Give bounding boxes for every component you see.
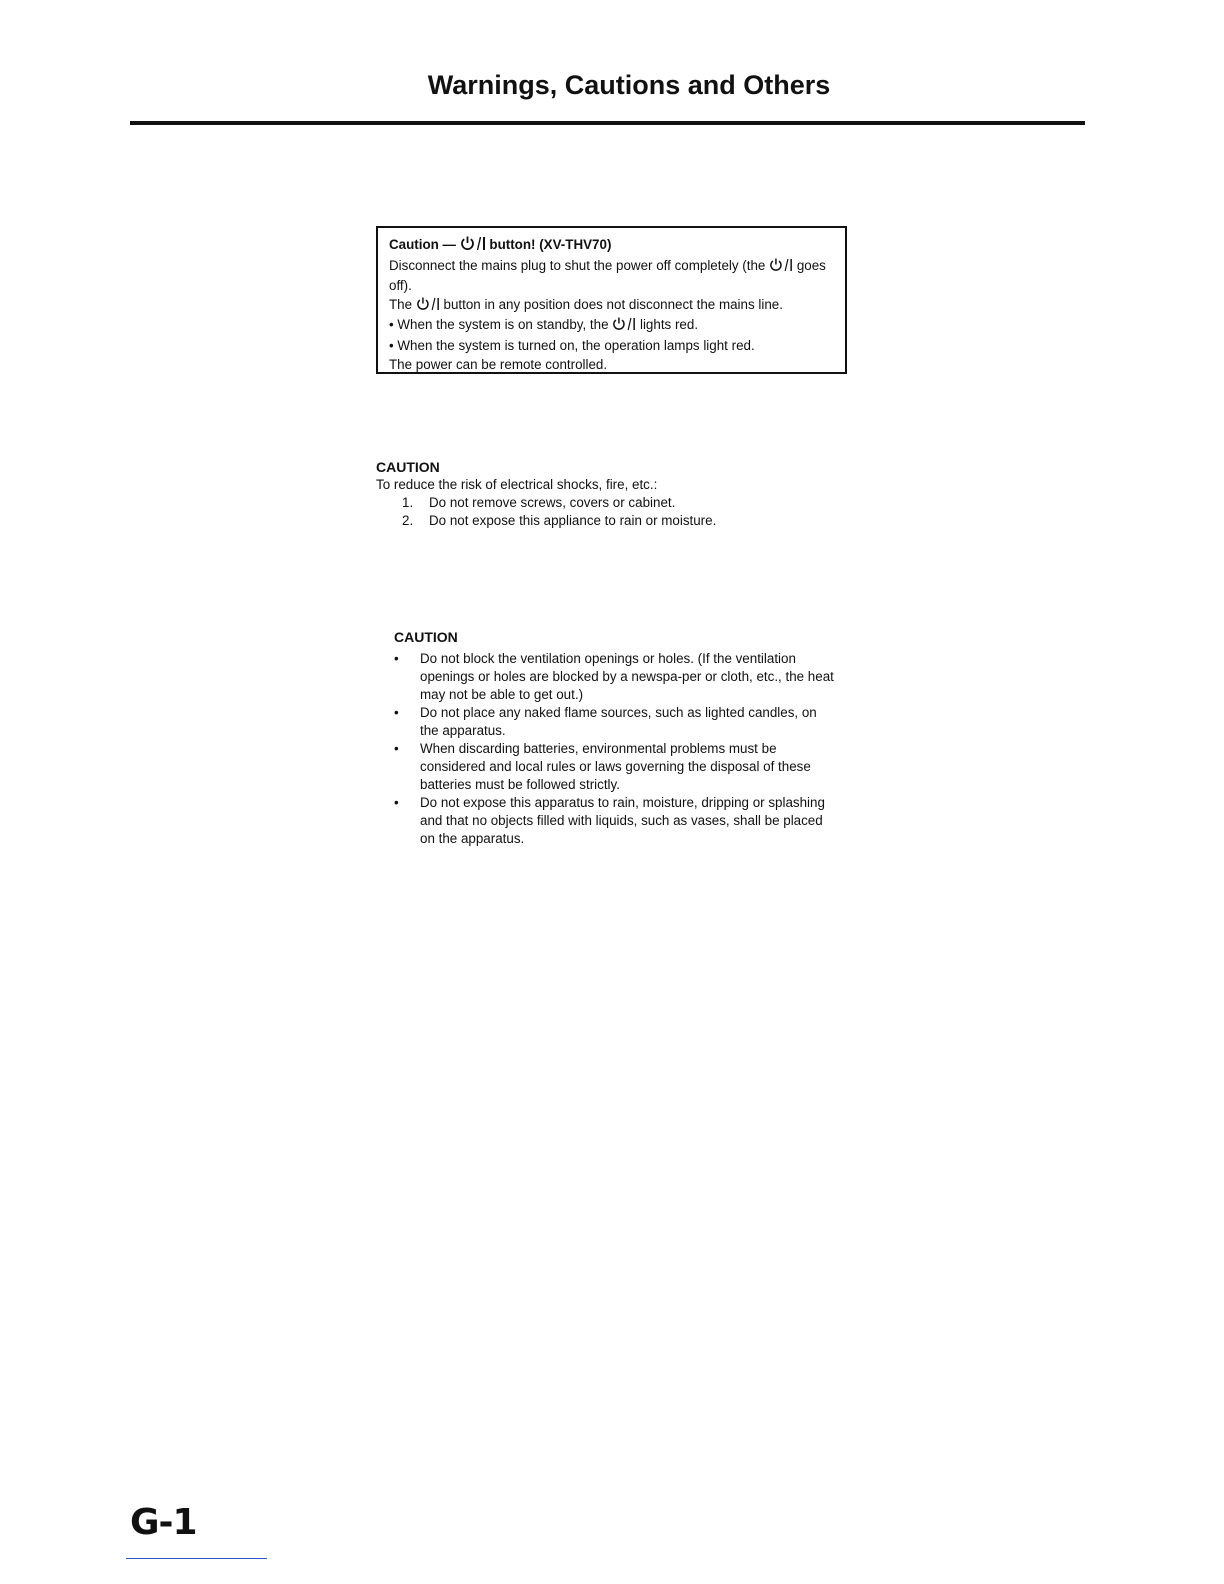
caution-box-line (389, 296, 835, 317)
power-button-caution-box (376, 226, 847, 374)
caution-intro: To reduce the risk of electrical shocks, fire, etc.: (376, 477, 658, 492)
list-item (394, 650, 834, 704)
page-number: G-1 (130, 1502, 197, 1543)
list-item (394, 704, 834, 740)
caution-box-line (389, 257, 835, 296)
page-title: Warnings, Cautions and Others (427, 70, 831, 100)
power-standby-icon (416, 297, 440, 317)
caution-box-line2-start: The (389, 296, 416, 312)
bullet-marker: • (394, 795, 399, 810)
list-item (394, 794, 834, 848)
caution-box-line2-end: button in any position does not disconnect the mains line. (439, 296, 783, 312)
list-item-number: 2. (402, 513, 414, 528)
caution-numbered-list (376, 494, 836, 530)
caution-box-bullet1-end: lights red. (636, 317, 699, 333)
list-item-text: Do not expose this appliance to rain or moisture. (429, 513, 717, 528)
caution-box-heading-start: Caution — (389, 237, 456, 252)
list-item (394, 740, 834, 794)
list-item-text: Do not block the ventilation openings or holes. (If the ventilation openings or holes are blocked by a newspa-per or cloth, etc., the heat may not be able to get out.) (420, 651, 834, 702)
list-item-text: Do not remove screws, covers or cabinet. (429, 495, 676, 510)
caution-box-bullet: • When the system is turned on, the operation lamps light red. (389, 337, 755, 353)
caution-box-heading (389, 236, 835, 257)
caution-section-electrical (376, 458, 836, 530)
caution-heading: CAUTION (394, 629, 458, 645)
list-item-number: 1. (402, 495, 414, 510)
list-item-text: When discarding batteries, environmental problems must be considered and local rules or laws governing the disposal of these batteries must be followed strictly. (420, 741, 811, 792)
power-standby-icon (460, 236, 486, 257)
bullet-marker: • (394, 651, 399, 666)
caution-box-line1-end: goes off). (389, 257, 826, 294)
caution-bullet-list (394, 650, 834, 848)
footer-link-underline[interactable] (126, 1558, 267, 1559)
caution-box-bullet (389, 316, 835, 337)
list-item-text: Do not expose this apparatus to rain, moisture, dripping or splashing and that no objects filled with liquids, such as vases, shall be placed on the apparatus. (420, 795, 825, 846)
caution-section-ventilation (394, 628, 834, 848)
caution-box-heading-end: button! (XV-THV70) (485, 237, 612, 252)
list-item-text: Do not place any naked flame sources, such as lighted candles, on the apparatus. (420, 705, 817, 738)
caution-box-line1-start: Disconnect the mains plug to shut the power off completely (the (389, 257, 770, 273)
caution-box-line: The power can be remote controlled. (389, 356, 608, 372)
list-item (376, 494, 836, 512)
caution-box-bullet1-start: • When the system is on standby, the (389, 317, 613, 333)
list-item (376, 512, 836, 530)
power-standby-icon (769, 258, 793, 278)
title-divider (130, 121, 1085, 125)
power-standby-icon (612, 317, 636, 337)
caution-heading: CAUTION (376, 459, 440, 475)
bullet-marker: • (394, 741, 399, 756)
bullet-marker: • (394, 705, 399, 720)
